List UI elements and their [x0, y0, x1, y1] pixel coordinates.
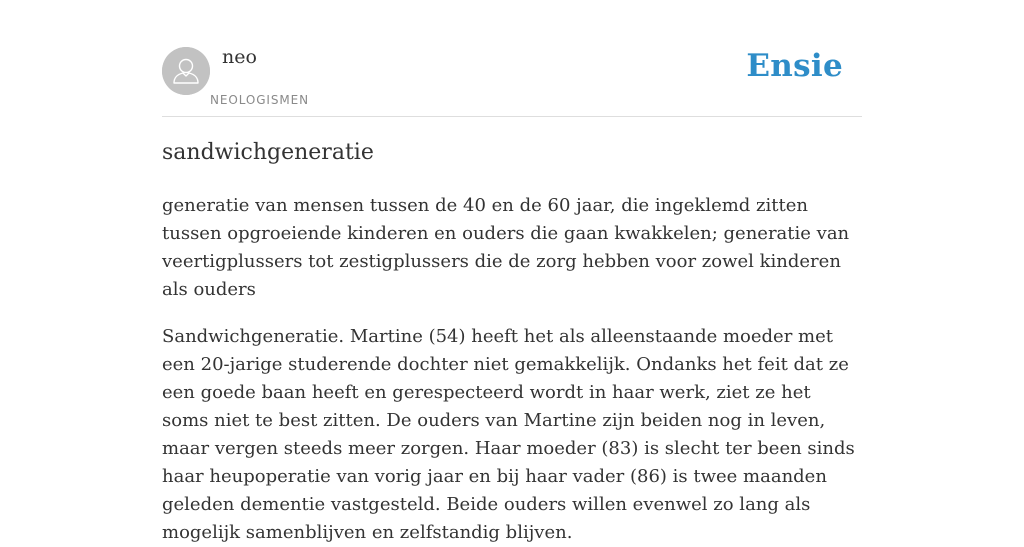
header	[162, 0, 862, 117]
main-container	[162, 0, 862, 543]
entry-definition: generatie van mensen tussen de 40 en de 60 jaar, die ingeklemd zitten tussen opgroeiende kinderen en ouders die gaan kwakkelen; generatie van veertigplussers tot zestigplussers die de zorg hebben voor zowel kinderen als ouders	[162, 195, 850, 300]
entry-title: sandwichgeneratie	[162, 140, 374, 165]
site-logo[interactable]: Ensie	[746, 48, 843, 84]
avatar[interactable]	[162, 47, 210, 95]
entry-example: Sandwichgeneratie. Martine (54) heeft het als alleenstaande moeder met een 20-jarige studerende dochter niet gemakkelijk. Ondanks het feit dat ze een goede baan heeft en gerespecteerd wordt in haar werk, ziet ze het soms niet te best zitten. De ouders van Martine zijn beiden nog in leven, maar vergen steeds meer zorgen. Haar moeder (83) is slecht ter been sinds haar heupoperatie van vorig jaar en bij haar vader (86) is twee maanden geleden dementie vastgesteld. Beide ouders willen evenwel zo lang als mogelijk samenblijven en zelfstandig blijven.	[162, 326, 855, 543]
user-silhouette-icon	[162, 47, 210, 95]
author-username-link[interactable]: neo	[222, 46, 257, 68]
category-label[interactable]: NEOLOGISMEN	[210, 93, 309, 107]
